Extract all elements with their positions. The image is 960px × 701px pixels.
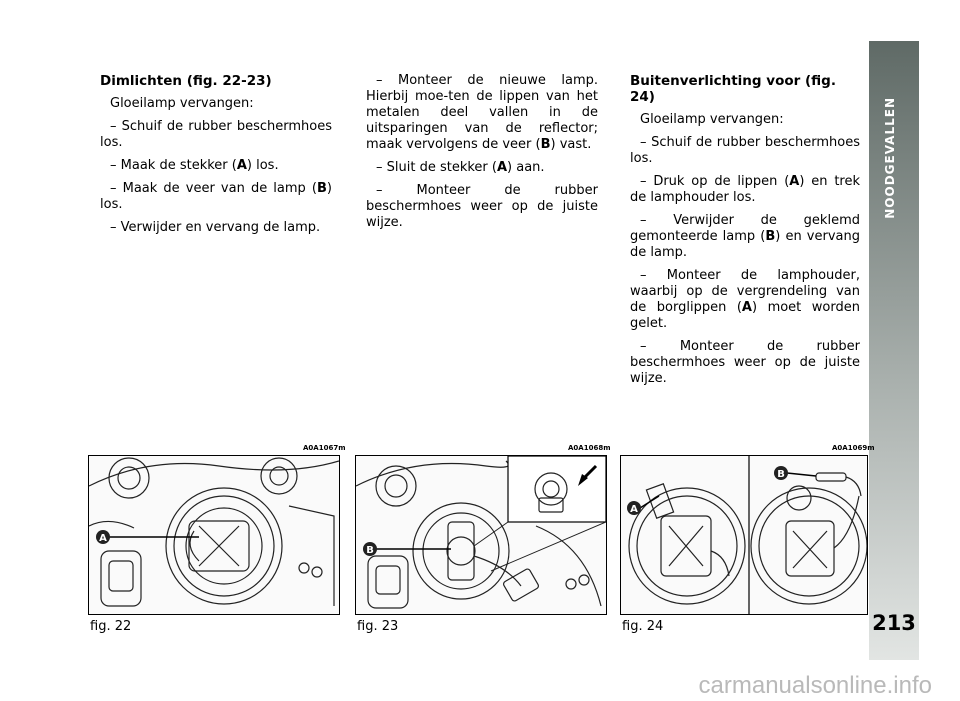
ref-letter: B: [540, 137, 551, 152]
figure-code: A0A1068m: [568, 444, 611, 452]
text: – Druk op de lippen (: [640, 174, 790, 189]
figure-22-illustration: [88, 455, 340, 615]
paragraph: – Verwijder en vervang de lamp.: [110, 220, 321, 235]
paragraph: – Schuif de rubber beschermhoes los.: [630, 135, 860, 166]
text: ) los.: [100, 181, 332, 212]
text-column-1: [100, 73, 332, 243]
heading-fig-ref: (fig. 22-23): [182, 73, 272, 89]
figure-24-illustration: [620, 455, 868, 615]
text: ) los.: [246, 158, 279, 173]
figure-23-illustration: [355, 455, 607, 615]
text: – Monteer de nieuwe lamp. Hierbij moe-ten de lippen van het metalen deel vallen in de uitsparingen van de reflector; maak vervolgens de veer (: [366, 73, 598, 152]
ref-letter: B: [317, 181, 327, 196]
heading-main: Dimlichten: [100, 73, 182, 89]
paragraph: [630, 213, 860, 261]
figure-code: A0A1067m: [303, 444, 346, 452]
text-column-3: [630, 73, 860, 394]
paragraph: [366, 160, 598, 176]
text: – Maak de veer van de lamp (: [110, 181, 317, 196]
paragraph: [366, 73, 598, 153]
ref-letter: A: [789, 174, 800, 189]
text: – Monteer de lamphouder, waarbij op de vergrendeling van de borglippen (: [630, 268, 860, 315]
ref-letter: A: [741, 300, 752, 315]
figure-code: A0A1069m: [832, 444, 875, 452]
text: ) en vervang de lamp.: [630, 229, 860, 260]
text-column-2: [366, 73, 598, 238]
paragraph: – Monteer de rubber beschermhoes weer op de juiste wijze.: [630, 339, 860, 386]
paragraph: Gloeilamp vervangen:: [640, 112, 784, 127]
heading-fig-ref: (fig. 24): [630, 73, 836, 105]
paragraph: [100, 158, 332, 174]
text: ) en trek de lamphouder los.: [630, 174, 860, 205]
ref-letter: A: [496, 160, 508, 175]
callout-label: A: [99, 533, 107, 544]
paragraph: Gloeilamp vervangen:: [110, 96, 254, 111]
callout-label: B: [777, 469, 785, 480]
headlamp-drawing: [356, 456, 606, 614]
watermark: carmanualsonline.info: [698, 672, 932, 699]
callout-label: B: [366, 545, 374, 556]
figure-caption: fig. 23: [357, 619, 399, 634]
section-heading-buitenverlichting: [630, 73, 860, 105]
figure-caption: fig. 22: [90, 619, 132, 634]
text: ) moet worden gelet.: [630, 300, 860, 331]
section-tab-label: NOODGEVALLEN: [883, 97, 897, 219]
section-tab: [869, 41, 919, 660]
page-number: 213: [872, 611, 916, 635]
callout-label: A: [630, 504, 638, 515]
lamp-holder-drawing: [621, 456, 867, 614]
paragraph: [100, 181, 332, 213]
ref-letter: B: [765, 229, 776, 244]
text: ) aan.: [507, 160, 545, 175]
text: – Sluit de stekker (: [376, 160, 497, 175]
headlamp-drawing: [89, 456, 339, 614]
text: – Maak de stekker (: [110, 158, 237, 173]
paragraph: – Schuif de rubber beschermhoes los.: [100, 119, 332, 150]
text: – Verwijder de geklemd gemonteerde lamp (: [630, 213, 860, 244]
figure-caption: fig. 24: [622, 619, 664, 634]
paragraph: – Monteer de rubber beschermhoes weer op de juiste wijze.: [366, 183, 598, 230]
paragraph: [630, 268, 860, 332]
ref-letter: A: [236, 158, 247, 173]
section-heading-dimlichten: [100, 73, 332, 89]
text: ) vast.: [550, 137, 592, 152]
heading-main: Buitenverlichting voor: [630, 73, 801, 89]
paragraph: [630, 174, 860, 206]
